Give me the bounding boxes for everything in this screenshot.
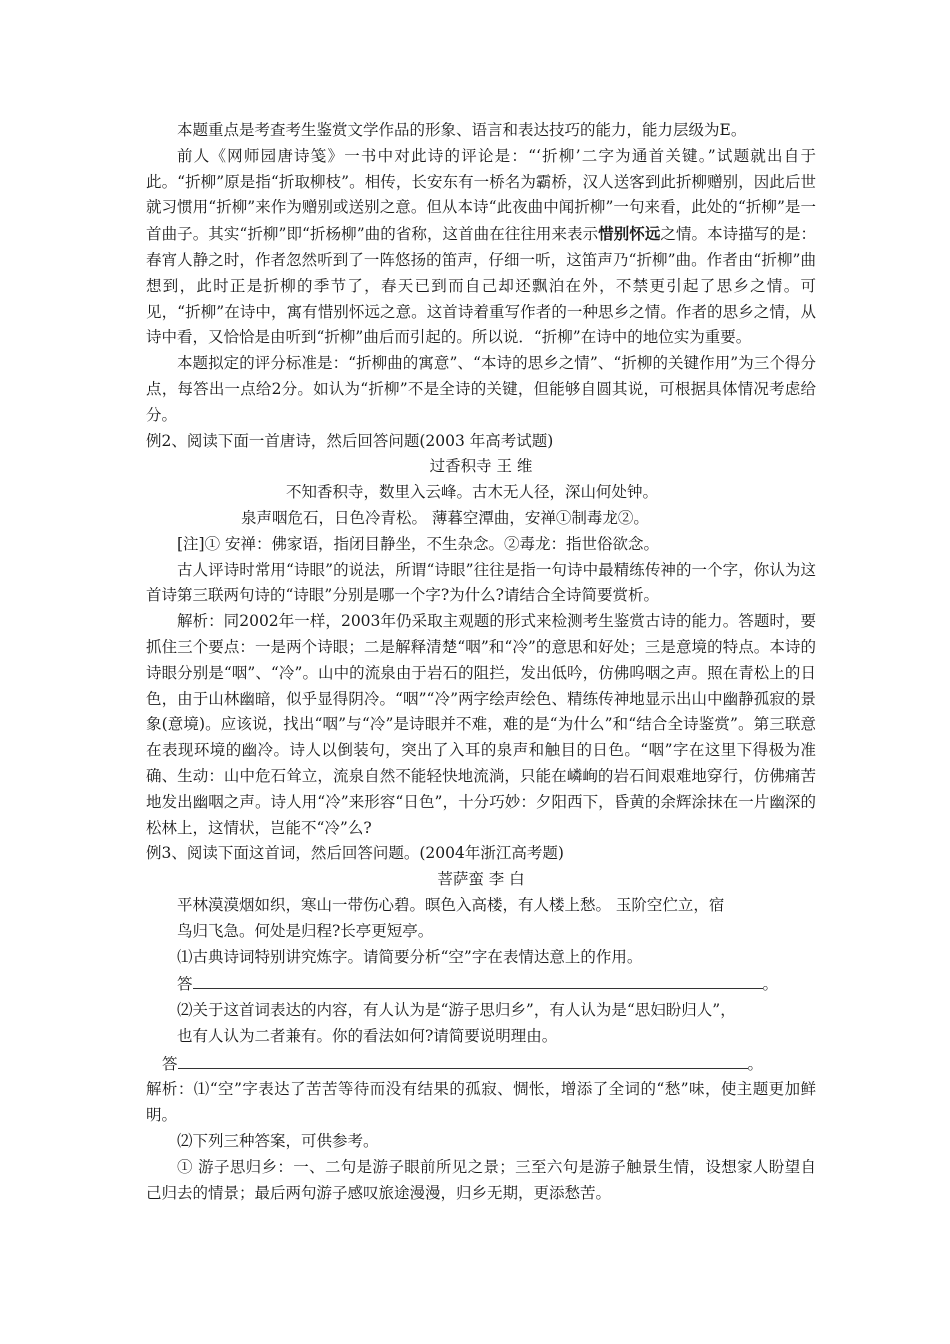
analysis-text: ① 游子思归乡：一、二句是游子眼前所见之景；三至六句是游子触景生情，设想家人盼望自己归去的情景；最后两句游子感叹旅途漫漫，归乡无期，更添愁苦。 [146, 1157, 816, 1202]
period: 。 [747, 1054, 764, 1073]
poem-title: 菩萨蛮 李 白 [437, 870, 525, 889]
analysis-text: 解析：⑴“空”字表达了苦苦等待而没有结果的孤寂、惆怅，增添了全词的“愁”味，使主题更加鲜明。 [146, 1080, 816, 1125]
paragraph-zheliu-analysis [146, 144, 816, 351]
bold-term: 惜别怀远 [598, 224, 661, 244]
answer-blank[interactable] [178, 1050, 748, 1069]
question-text: 也有人认为二者兼有。你的看法如何?请简要说明理由。 [177, 1026, 558, 1045]
poem-note: [注]① 安禅：佛家语，指闭目静坐，不生杂念。②毒龙：指世俗欲念。 [177, 534, 660, 553]
paragraph-text: 前人《网师园唐诗笺》一书中对此诗的评论是：“‘折柳’二字为通首关键。”试题就出自于此。“折柳”原是指“折取柳枝”。相传，长安东有一桥名为霸桥，汉人送客到此折柳赠别，因此后世就习惯用“折柳”来作为赠别或送别之意。但从本诗“此夜曲中闻折柳”一句来看，此处的“折柳”是一首曲子。其实“折柳”即“折杨柳”曲的省称，这首曲在往往用来表示 [146, 146, 816, 244]
answer-label: 答 [177, 975, 193, 994]
answer-line [146, 970, 816, 998]
question-text: 古人评诗时常用“诗眼”的说法，所谓“诗眼”往往是指一句诗中最精练传神的一个字，你认为这首诗第三联两句诗的“诗眼”分别是哪一个字?为什么?请结合全诗简要赏析。 [146, 560, 816, 605]
example-2-heading: 例2、阅读下面一首唐诗，然后回答问题(2003 年高考试题) [146, 431, 554, 450]
poem-line: 泉声咽危石，日色冷青松。 薄暮空潭曲，安禅①制毒龙②。 [241, 508, 649, 527]
paragraph-ability: 本题重点是考查考生鉴赏文学作品的形象、语言和表达技巧的能力，能力层级为E。 [177, 121, 747, 139]
answer-label: 答 [162, 1054, 178, 1073]
analysis-text: 解析：同2002年一样，2003年仍采取主观题的形式来检测考生鉴赏古诗的能力。答题时，要抓住三个要点：一是两个诗眼；二是解释清楚“咽”和“冷”的意思和好处；三是意境的特点。本诗的诗眼分别是“咽”、“冷”。山中的流泉由于岩石的阻拦，发出低吟，仿佛呜咽之声。照在青松上的日色，由于山林幽暗，似乎显得阴冷。“咽”“冷”两字绘声绘色、精练传神地显示出山中幽静孤寂的景象(意境)。应该说，找出“咽”与“冷”是诗眼并不难，难的是“为什么”和“结合全诗鉴赏”。第三联意在表现环境的幽冷。诗人以倒装句，突出了入耳的泉声和触目的日色。“咽”字在这里下得极为准确、生动：山中危石耸立，流泉自然不能轻快地流淌，只能在嶙峋的岩石间艰难地穿行，仿佛痛苦地发出幽咽之声。诗人用“冷”来形容“日色”，十分巧妙：夕阳西下，昏黄的余辉涂抹在一片幽深的松林上，这情状，岂能不“冷”么? [146, 612, 816, 837]
paragraph-scoring: 本题拟定的评分标准是：“折柳曲的寓意”、“本诗的思乡之情”、“折柳的关键作用”为三个得分点，每答出一点给2分。如认为“折柳”不是全诗的关键，但能够自圆其说，可根据具体情况考虑给分。 [146, 354, 816, 424]
example-3-heading: 例3、阅读下面这首词，然后回答问题。(2004年浙江高考题) [146, 844, 564, 863]
poem-line: 鸟归飞急。何处是归程?长亭更短亭。 [177, 921, 434, 940]
answer-line [146, 1050, 816, 1078]
paragraph-text: 之情。本诗描写的是：春宵人静之时，作者忽然听到了一阵悠扬的笛声，仔细一听，这笛声乃“折柳”曲。作者由“折柳”曲想到，此时正是折柳的季节了，春天已到而自己却还飘泊在外，不禁更引起了思乡之情。可见，“折柳”在诗中，寓有惜别怀远之意。这首诗着重写作者的一种思乡之情。作者的思乡之情，从诗中看，又恰恰是由听到“折柳”曲后而引起的。所以说．“折柳”在诗中的地位实为重要。 [146, 225, 816, 347]
poem-title: 过香积寺 王 维 [429, 457, 533, 476]
document-page [146, 118, 816, 1206]
poem-line: 平林漠漠烟如织，寒山一带伤心碧。暝色入高楼，有人楼上愁。 玉阶空伫立，宿 [177, 895, 725, 914]
poem-line: 不知香积寺，数里入云峰。古木无人径，深山何处钟。 [286, 483, 659, 502]
question-text: ⑵关于这首词表达的内容，有人认为是“游子思归乡”，有人认为是“思妇盼归人”， [177, 1001, 736, 1020]
question-text: ⑴古典诗词特别讲究炼字。请简要分析“空”字在表情达意上的作用。 [177, 947, 643, 966]
analysis-text: ⑵下列三种答案，可供参考。 [177, 1132, 379, 1151]
answer-blank[interactable] [193, 970, 763, 989]
period: 。 [762, 975, 779, 994]
